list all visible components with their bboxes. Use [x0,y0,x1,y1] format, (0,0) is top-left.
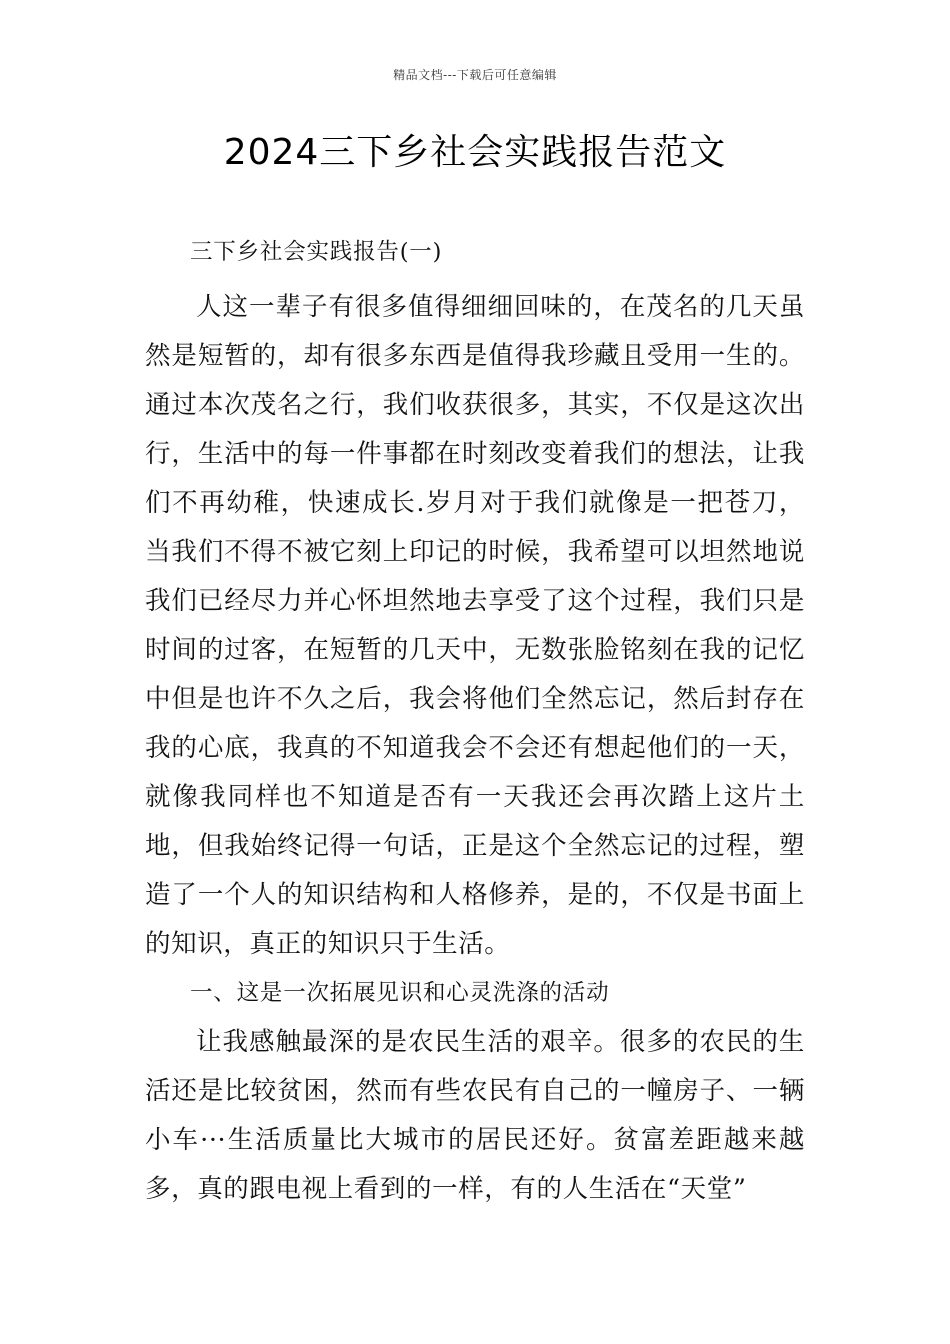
paragraph-2: 让我感触最深的是农民生活的艰辛。很多的农民的生活还是比较贫困，然而有些农民有自己的一幢房子、一辆小车···生活质量比大城市的居民还好。贫富差距越来越多，真的跟电视上看到的一样，有的人生活在“天堂” [145,1027,805,1204]
section-heading: 一、这是一次拓展见识和心灵洗涤的活动 [190,980,610,1006]
subtitle: 三下乡社会实践报告(一) [190,239,443,265]
header-note: 精品文档---下载后可任意编辑 [393,68,557,82]
document-body [145,228,805,1214]
page-title: 2024三下乡社会实践报告范文 [223,132,727,173]
paragraph-1: 人这一辈子有很多值得细细回味的，在茂名的几天虽然是短暂的，却有很多东西是值得我珍藏且受用一生的。通过本次茂名之行，我们收获很多，其实，不仅是这次出行，生活中的每一件事都在时刻改变着我们的想法，让我们不再幼稚，快速成长.岁月对于我们就像是一把苍刀，当我们不得不被它刻上印记的时候，我希望可以坦然地说我们已经尽力并心怀坦然地去享受了这个过程，我们只是时间的过客，在短暂的几天中，无数张脸铭刻在我的记忆中但是也许不久之后，我会将他们全然忘记，然后封存在我的心底，我真的不知道我会不会还有想起他们的一天，就像我同样也不知道是否有一天我还会再次踏上这片土地，但我始终记得一句话，正是这个全然忘记的过程，塑造了一个人的知识结构和人格修养，是的，不仅是书面上的知识，真正的知识只于生活。 [145,292,805,959]
